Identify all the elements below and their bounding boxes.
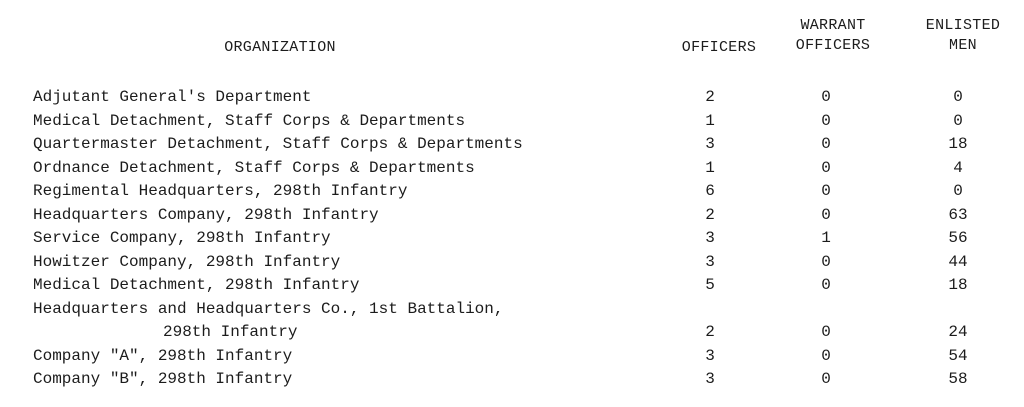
enlisted-men-count: 0 [953,182,963,200]
enlisted-men-count: 44 [948,252,968,271]
organization-cell [33,157,475,181]
organization-cell [33,274,359,298]
enlisted-men-count: 56 [948,229,968,247]
table-row [0,110,1024,134]
warrant-officers-count: 0 [821,252,831,271]
enlisted-men-count: 63 [948,205,968,224]
officers-count: 3 [705,346,715,365]
enlisted-men-count: 58 [948,370,968,388]
organization-name: Company "B", 298th Infantry [33,370,293,388]
organization-name: Medical Detachment, 298th Infantry [33,276,360,294]
organization-cell [33,368,292,392]
table-row [0,133,1024,157]
table-row [0,157,1024,181]
organization-name: Ordnance Detachment, Staff Corps & Departments [33,158,475,177]
warrant-officers-count: 0 [821,205,831,224]
officers-count: 1 [705,158,715,177]
officers-count: 3 [705,370,715,388]
organization-name: Medical Detachment, Staff Corps & Departments [33,111,466,130]
organization-name: Adjutant General's Department [33,88,312,106]
organization-name: Regimental Headquarters, 298th Infantry [33,182,408,200]
header-organization: ORGANIZATION [224,39,336,56]
header-warrant-officers [778,16,888,56]
table-row [0,274,1024,298]
organization-cell [33,133,523,157]
warrant-officers-count: 0 [821,111,831,130]
warrant-officers-count: 0 [821,323,831,341]
enlisted-men-count: 24 [948,323,968,341]
organization-cell [33,180,407,204]
table-body [0,86,1024,392]
organization-cell [33,227,331,251]
table-row [0,298,1024,345]
organization-cell [33,110,465,134]
table-row [0,227,1024,251]
table-row [0,204,1024,228]
table-row [0,86,1024,110]
warrant-officers-count: 0 [821,158,831,177]
enlisted-men-count: 18 [948,135,968,153]
organization-name-continued: 298th Infantry [163,323,298,341]
officers-count: 2 [705,205,715,224]
officers-count: 3 [705,229,715,247]
organization-name: Headquarters Company, 298th Infantry [33,205,379,224]
organization-cell [33,251,340,275]
warrant-officers-count: 0 [821,135,831,153]
organization-cell [33,298,503,345]
warrant-officers-count: 0 [821,182,831,200]
warrant-officers-count: 0 [821,346,831,365]
officers-count: 1 [705,111,715,130]
organization-cell [33,86,311,110]
enlisted-men-count: 0 [953,111,963,130]
officers-count: 2 [705,323,715,341]
warrant-officers-count: 1 [821,229,831,247]
organization-name: Headquarters and Headquarters Co., 1st Battalion, [33,299,504,318]
officers-count: 2 [705,88,715,106]
header-officers: OFFICERS [681,39,757,56]
officers-count: 5 [705,276,715,294]
table-row [0,251,1024,275]
table-row [0,368,1024,392]
organization-cell [33,345,292,369]
organization-cell [33,204,379,228]
organization-name: Service Company, 298th Infantry [33,229,331,247]
header-enlisted-men [908,16,1018,56]
enlisted-men-count: 4 [953,158,963,177]
officers-count: 3 [705,252,715,271]
warrant-officers-count: 0 [821,276,831,294]
header-enlisted-line2: MEN [949,37,977,54]
header-enlisted-line1: ENLISTED [925,17,1001,34]
enlisted-men-count: 0 [953,88,963,106]
warrant-officers-count: 0 [821,370,831,388]
table-row [0,180,1024,204]
organization-name: Quartermaster Detachment, Staff Corps & Departments [33,135,523,153]
organization-name: Howitzer Company, 298th Infantry [33,252,341,271]
officers-count: 3 [705,135,715,153]
warrant-officers-count: 0 [821,88,831,106]
organization-name: Company "A", 298th Infantry [33,346,293,365]
table-row [0,345,1024,369]
header-warrant-line2: OFFICERS [795,37,871,54]
enlisted-men-count: 18 [948,276,968,294]
officers-count: 6 [705,182,715,200]
enlisted-men-count: 54 [948,346,968,365]
header-warrant-line1: WARRANT [800,17,866,34]
